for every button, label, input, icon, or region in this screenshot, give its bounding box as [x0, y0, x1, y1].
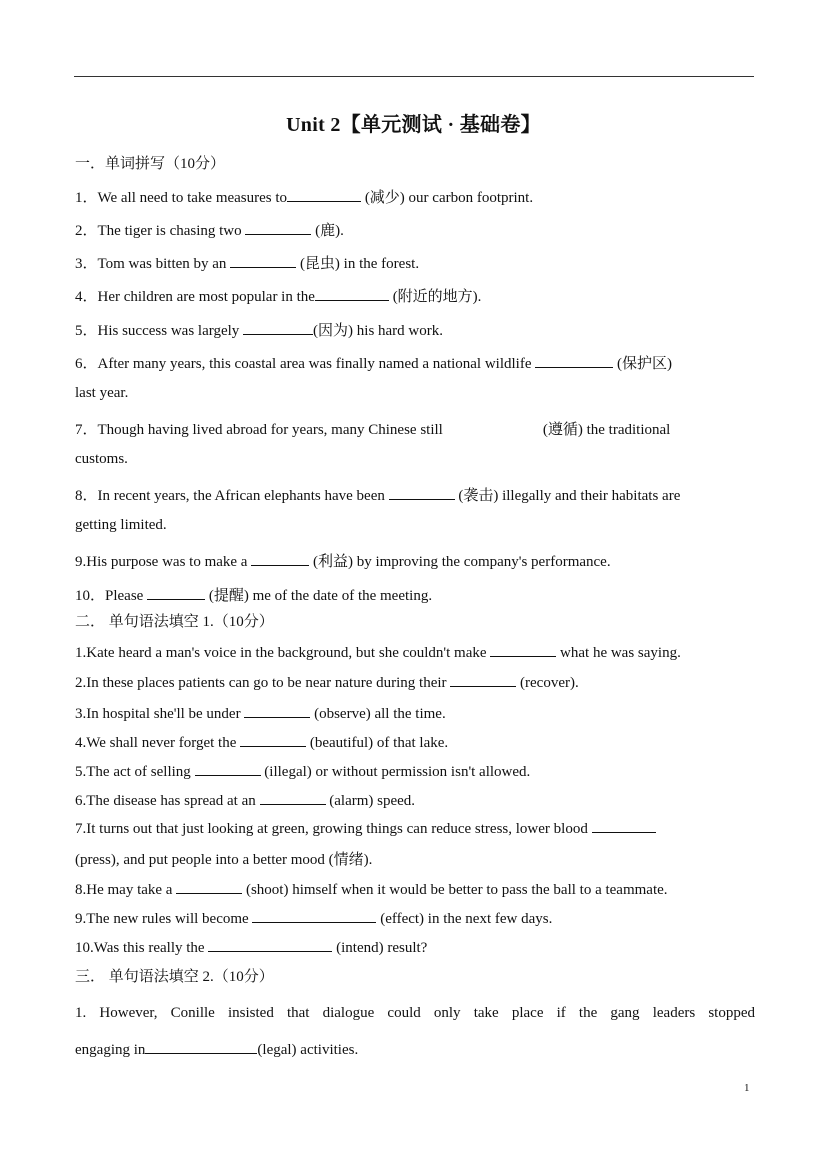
s1-q10: 10．Please (提醒) me of the date of the meeting.	[75, 584, 755, 605]
answer-blank[interactable]	[251, 551, 309, 566]
answer-blank[interactable]	[490, 642, 556, 657]
s1-q8: 8．In recent years, the African elephants have been (袭击) illegally and their habitats are	[75, 484, 755, 505]
s2-q8: 8.He may take a (shoot) himself when it would be better to pass the ball to a teammate.	[75, 879, 755, 899]
answer-blank[interactable]	[230, 253, 296, 268]
s2-q7-cont: (press), and put people into a better mood (情绪).	[75, 852, 373, 868]
s2-q1: 1.Kate heard a man's voice in the background, but she couldn't make what he was saying.	[75, 642, 755, 662]
answer-blank[interactable]	[240, 732, 306, 747]
s2-q5: 5.The act of selling (illegal) or without permission isn't allowed.	[75, 761, 755, 781]
answer-blank[interactable]	[244, 703, 310, 718]
section1-heading: 一．单词拼写（10分）	[75, 156, 226, 172]
s2-q6: 6.The disease has spread at an (alarm) speed.	[75, 790, 755, 810]
s2-q9: 9.The new rules will become (effect) in the next few days.	[75, 908, 755, 928]
answer-blank[interactable]	[287, 187, 361, 202]
answer-blank[interactable]	[535, 353, 613, 368]
s1-q3: 3．Tom was bitten by an (昆虫) in the forest.	[75, 252, 755, 273]
answer-blank[interactable]	[592, 818, 656, 833]
s1-q7-cont: customs.	[75, 451, 128, 467]
s2-q7: 7.It turns out that just looking at green, growing things can reduce stress, lower blood	[75, 818, 755, 838]
answer-blank[interactable]	[176, 879, 242, 894]
answer-blank[interactable]	[208, 937, 332, 952]
s3-q1: 1. However, Conille insisted that dialogue could only take place if the gang leaders stopped	[75, 1005, 755, 1021]
s2-q4: 4.We shall never forget the (beautiful) of that lake.	[75, 732, 755, 752]
answer-blank[interactable]	[243, 320, 313, 335]
s1-q6: 6．After many years, this coastal area was finally named a national wildlife (保护区)	[75, 352, 755, 373]
answer-blank[interactable]	[195, 761, 261, 776]
answer-blank[interactable]	[252, 908, 376, 923]
s3-q1-cont: engaging in (legal) activities.	[75, 1039, 755, 1059]
answer-blank[interactable]	[245, 220, 311, 235]
answer-blank[interactable]	[389, 485, 455, 500]
answer-blank[interactable]	[147, 585, 205, 600]
answer-blank[interactable]	[145, 1039, 257, 1054]
s1-q2: 2．The tiger is chasing two (鹿).	[75, 219, 755, 240]
s1-q9: 9.His purpose was to make a (利益) by improving the company's performance.	[75, 550, 755, 571]
section3-heading: 三． 单句语法填空 2.（10分）	[75, 969, 274, 985]
page-number: 1	[744, 1082, 750, 1094]
answer-blank[interactable]	[315, 286, 389, 301]
answer-blank[interactable]	[450, 672, 516, 687]
s1-q5: 5．His success was largely (因为) his hard work.	[75, 319, 755, 340]
s1-q6-cont: last year.	[75, 385, 129, 401]
s1-q7: 7．Though having lived abroad for years, many Chinese still (遵循) the traditional	[75, 422, 671, 438]
s2-q2: 2.In these places patients can go to be near nature during their (recover).	[75, 672, 755, 692]
s1-q8-cont: getting limited.	[75, 517, 167, 533]
s1-q4: 4．Her children are most popular in the (附近的地方).	[75, 285, 755, 306]
page-title: Unit 2【单元测试 · 基础卷】	[286, 114, 541, 136]
header-rule	[74, 76, 754, 77]
answer-blank[interactable]	[260, 790, 326, 805]
s2-q3: 3.In hospital she'll be under (observe) all the time.	[75, 703, 755, 723]
section2-heading: 二． 单句语法填空 1.（10分）	[75, 614, 274, 630]
s2-q10: 10.Was this really the (intend) result?	[75, 937, 755, 957]
s1-q1: 1．We all need to take measures to (减少) our carbon footprint.	[75, 186, 755, 207]
